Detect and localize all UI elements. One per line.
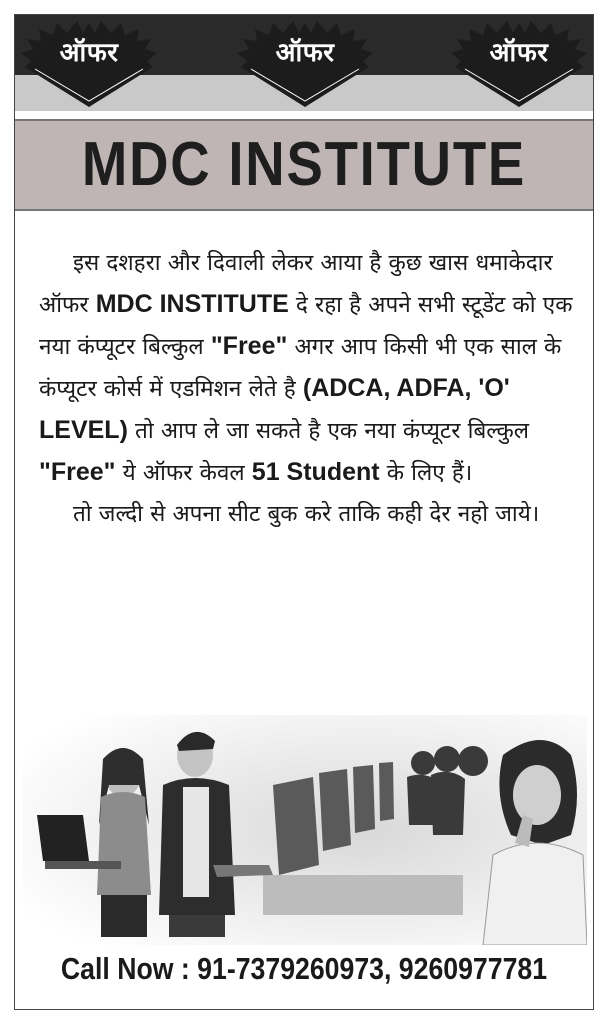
offer-burst-1 [21,21,157,107]
institute-title: MDC INSTITUTE [81,130,527,199]
text-run: तो आप ले जा सकते है एक नया कंप्यूटर बिल्कुल [127,418,529,444]
offer-burst-3 [451,21,587,107]
offer-label: ऑफर [275,38,335,68]
free-highlight: "Free" [39,458,116,486]
offer-band [15,15,593,111]
course-list: (ADCA, ADFA, 'O' LEVEL) [39,374,510,444]
text-run: दे रहा है अपने सभी स्टूडेंट को एक नया कंप्यूटर बिल्कुल [39,292,573,360]
student-count: 51 Student [251,458,380,486]
text-run: अगर आप किसी भी एक साल के कंप्यूटर कोर्स में एडमिशन लेते है [39,334,562,402]
offer-label: ऑफर [489,38,549,68]
students-illustration [23,715,587,945]
brand-name: MDC INSTITUTE [95,290,289,318]
title-band [15,119,593,211]
offer-paragraph [39,243,579,494]
urgency-paragraph: तो जल्दी से अपना सीट बुक करे ताकि कही देर नहो जाये। [73,501,540,527]
text-run: ये ऑफर केवल [115,460,252,486]
free-highlight: "Free" [210,332,288,360]
offer-burst-2 [237,21,373,107]
offer-label: ऑफर [59,38,119,68]
offer-description [39,243,579,535]
text-run: इस दशहरा और दिवाली लेकर आया है कुछ खास धमाकेदार ऑफर [39,250,553,318]
text-run: के लिए हैं। [379,460,473,486]
students-photo [23,715,587,945]
poster [14,14,594,1010]
call-now-text: Call Now : 91-7379260973, 9260977781 [60,951,548,986]
